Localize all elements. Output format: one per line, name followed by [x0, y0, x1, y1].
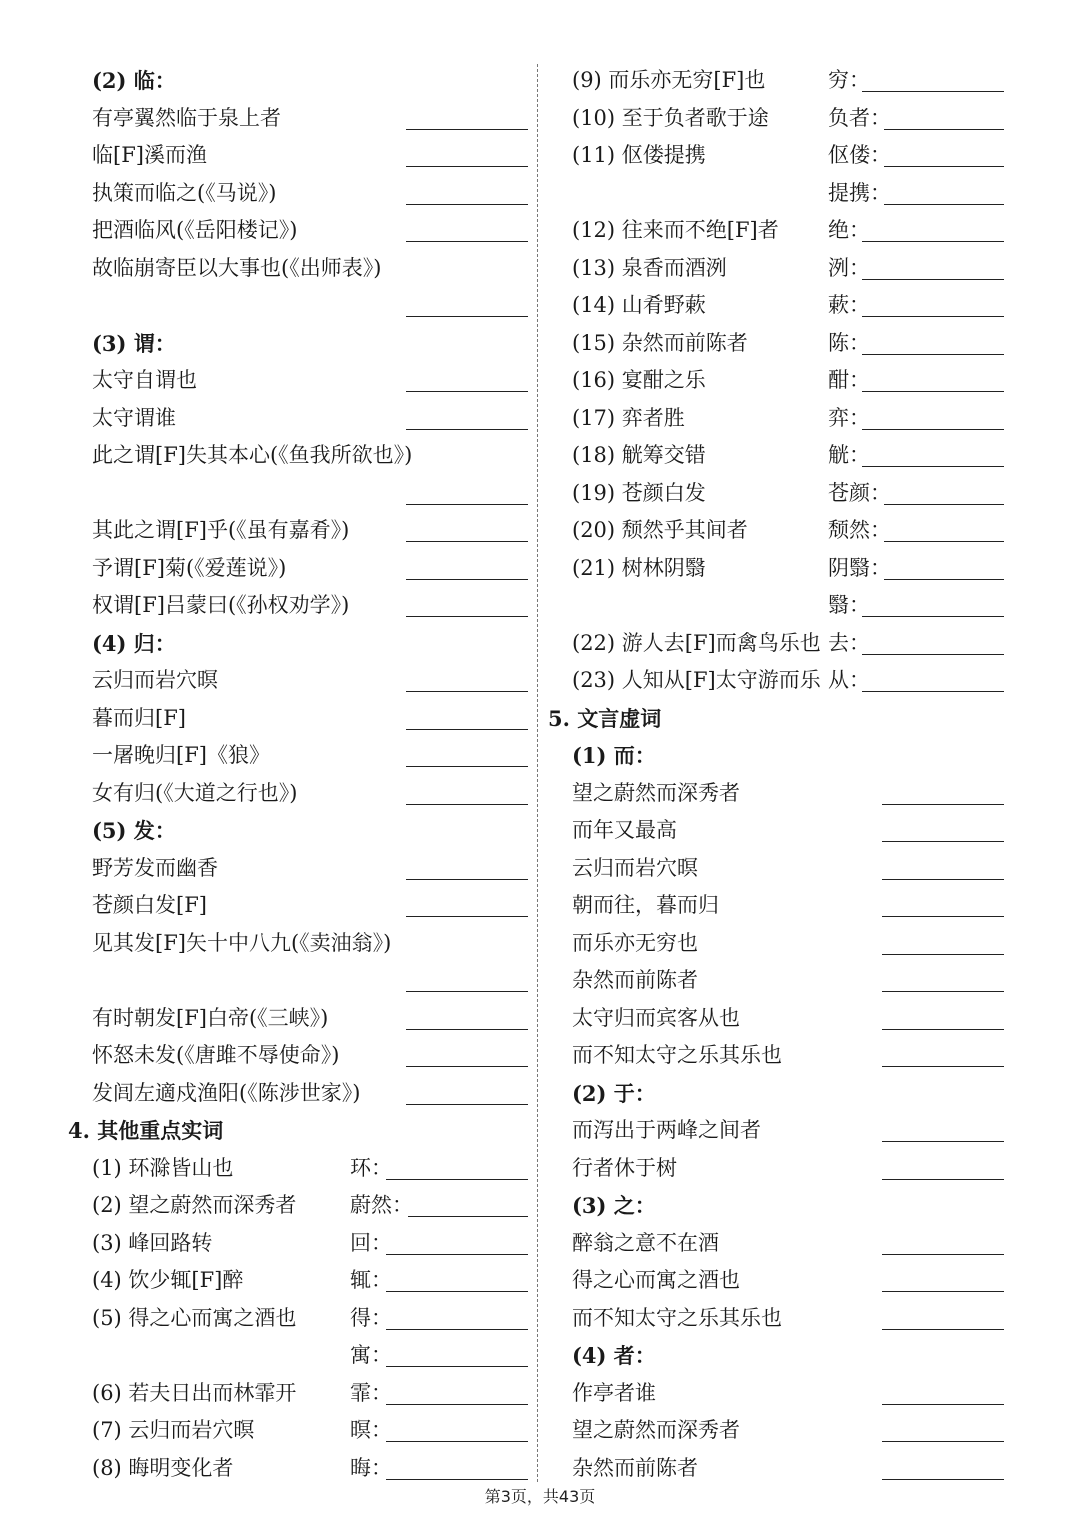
answer-blank[interactable]: [882, 1066, 1004, 1067]
answer-blank[interactable]: [862, 316, 1004, 317]
answer-blank[interactable]: [862, 279, 1004, 280]
item-text: 把酒临风(《岳阳楼记》): [92, 218, 298, 242]
exercise-item: [68, 550, 528, 588]
answer-label: 蔚然：: [350, 1193, 413, 1217]
exercise-item: [68, 250, 528, 288]
answer-blank[interactable]: [882, 954, 1004, 955]
answer-blank[interactable]: [406, 429, 528, 430]
word-heading: [548, 1337, 1004, 1375]
item-text: (19) 苍颜白发: [572, 480, 706, 505]
item-text: 故临崩寄臣以大事也(《出师表》): [92, 255, 382, 280]
exercise-item: [68, 1337, 528, 1375]
answer-blank[interactable]: [884, 579, 1004, 580]
exercise-item: [68, 1225, 528, 1263]
answer-blank[interactable]: [882, 916, 1004, 917]
item-text: 执策而临之(《马说》): [92, 180, 277, 205]
answer-blank[interactable]: [386, 1441, 528, 1442]
item-text: (3) 谓：: [92, 330, 176, 356]
item-text: (22) 游人去[F]而禽鸟乐也: [572, 630, 821, 655]
answer-blank[interactable]: [406, 691, 528, 692]
answer-blank[interactable]: [884, 204, 1004, 205]
item-text: (5) 发：: [92, 818, 176, 843]
answer-blank[interactable]: [408, 1216, 528, 1217]
word-heading: [548, 1075, 1004, 1113]
item-text: 权谓[F]吕蒙曰(《孙权劝学》): [92, 593, 350, 617]
exercise-item: [548, 662, 1004, 700]
answer-label: 洌：: [828, 255, 870, 280]
item-text: (3) 之：: [572, 1193, 656, 1218]
answer-blank[interactable]: [884, 166, 1004, 167]
answer-blank[interactable]: [406, 1104, 528, 1105]
exercise-item: [68, 587, 528, 625]
item-text: (21) 树林阴翳: [572, 555, 706, 580]
item-text: (2) 临：: [92, 68, 176, 93]
answer-blank[interactable]: [406, 391, 528, 392]
answer-blank[interactable]: [862, 429, 1004, 430]
item-text: (8) 晦明变化者: [92, 1455, 234, 1480]
item-text: 杂然而前陈者: [572, 1455, 698, 1480]
answer-label: 暝：: [350, 1418, 392, 1442]
answer-label: 绝：: [828, 218, 870, 242]
section-heading: [68, 1112, 528, 1150]
exercise-item: [548, 287, 1004, 325]
exercise-item: [68, 1187, 528, 1225]
exercise-item: [548, 437, 1004, 475]
answer-blank[interactable]: [862, 241, 1004, 242]
item-text: 予谓[F]菊(《爱莲说》): [92, 555, 287, 580]
answer-blank[interactable]: [862, 391, 1004, 392]
item-text: (4) 归：: [92, 630, 176, 656]
item-text: 临[F]溪而渔: [92, 143, 207, 167]
item-text: (7) 云归而岩穴暝: [92, 1418, 255, 1442]
item-text: 朝而往，暮而归: [572, 893, 719, 917]
exercise-item: [68, 1300, 528, 1338]
exercise-item: [548, 775, 1004, 813]
exercise-item: [68, 100, 528, 138]
answer-label: 去：: [828, 630, 870, 655]
answer-label: 陈：: [828, 330, 870, 355]
item-text: 野芳发而幽香: [92, 855, 218, 880]
item-text: 有时朝发[F]白帝(《三峡》): [92, 1005, 329, 1030]
answer-blank[interactable]: [406, 504, 528, 505]
exercise-item: [68, 1075, 528, 1113]
exercise-item: [68, 925, 528, 963]
answer-blank[interactable]: [406, 879, 528, 880]
exercise-item: [548, 175, 1004, 213]
word-heading: [68, 625, 528, 663]
item-text: 发闾左適戍渔阳(《陈涉世家》): [92, 1080, 361, 1105]
answer-blank[interactable]: [406, 804, 528, 805]
item-text: (4) 者：: [572, 1343, 656, 1368]
item-text: 望之蔚然而深秀者: [572, 1418, 740, 1442]
answer-blank[interactable]: [386, 1329, 528, 1330]
answer-label: 回：: [350, 1230, 392, 1255]
answer-blank[interactable]: [406, 991, 528, 992]
item-text: 望之蔚然而深秀者: [572, 780, 740, 805]
answer-blank[interactable]: [862, 91, 1004, 92]
answer-label: 从：: [828, 668, 870, 692]
answer-blank[interactable]: [862, 466, 1004, 467]
exercise-item: [548, 212, 1004, 250]
item-text: (4) 饮少辄[F]醉: [92, 1268, 244, 1292]
exercise-item: [548, 550, 1004, 588]
item-text: (20) 颓然乎其间者: [572, 518, 748, 542]
answer-label: 霏：: [350, 1380, 392, 1405]
exercise-item: [548, 925, 1004, 963]
answer-label: 阴翳：: [828, 555, 891, 580]
item-text: 太守谓谁: [92, 405, 176, 430]
exercise-item: [548, 625, 1004, 663]
exercise-item: [68, 1000, 528, 1038]
exercise-item: [548, 137, 1004, 175]
exercise-item: [68, 1262, 528, 1300]
item-text: (5) 得之心而寓之酒也: [92, 1305, 297, 1330]
answer-blank[interactable]: [406, 316, 528, 317]
answer-label: 得：: [350, 1305, 392, 1330]
exercise-item: [68, 850, 528, 888]
item-text: 云归而岩穴暝: [572, 855, 698, 880]
answer-blank[interactable]: [882, 1441, 1004, 1442]
answer-blank[interactable]: [406, 541, 528, 542]
answer-blank[interactable]: [406, 766, 528, 767]
item-text: (15) 杂然而前陈者: [572, 330, 748, 355]
answer-label: 伛偻：: [828, 143, 891, 167]
exercise-item: [548, 1112, 1004, 1150]
answer-blank[interactable]: [406, 129, 528, 130]
answer-blank[interactable]: [386, 1366, 528, 1367]
item-text: 有亭翼然临于泉上者: [92, 105, 281, 130]
word-heading: [68, 812, 528, 850]
word-heading: [548, 737, 1004, 775]
exercise-item: [68, 212, 528, 250]
answer-blank[interactable]: [862, 616, 1004, 617]
left-column: [68, 62, 528, 1487]
exercise-item: [68, 1450, 528, 1488]
word-heading: [548, 1187, 1004, 1225]
item-text: 而不知太守之乐其乐也: [572, 1043, 782, 1067]
exercise-item: [548, 587, 1004, 625]
item-text: 杂然而前陈者: [572, 968, 698, 992]
answer-blank[interactable]: [406, 204, 528, 205]
item-text: 此之谓[F]失其本心(《鱼我所欲也》): [92, 443, 413, 467]
answer-blank[interactable]: [406, 616, 528, 617]
answer-label: 晦：: [350, 1455, 392, 1480]
exercise-item: [548, 1412, 1004, 1450]
item-text: (1) 环滁皆山也: [92, 1155, 234, 1180]
answer-blank[interactable]: [882, 1179, 1004, 1180]
item-text: (1) 而：: [572, 743, 656, 768]
item-text: (16) 宴酣之乐: [572, 368, 706, 392]
exercise-item: [548, 512, 1004, 550]
answer-blank[interactable]: [862, 654, 1004, 655]
item-text: 而不知太守之乐其乐也: [572, 1305, 782, 1330]
item-text: 而乐亦无穷也: [572, 930, 698, 955]
answer-blank[interactable]: [882, 1329, 1004, 1330]
exercise-item: [548, 475, 1004, 513]
column-divider: [537, 64, 538, 1482]
exercise-item: [548, 325, 1004, 363]
answer-blank[interactable]: [406, 166, 528, 167]
exercise-item: [548, 850, 1004, 888]
item-text: (11) 伛偻提携: [572, 143, 706, 167]
answer-blank[interactable]: [882, 1029, 1004, 1030]
item-text: 云归而岩穴暝: [92, 668, 218, 692]
item-text: 女有归(《大道之行也》): [92, 780, 298, 805]
exercise-item: [548, 362, 1004, 400]
answer-blank[interactable]: [884, 504, 1004, 505]
exercise-item: [548, 1300, 1004, 1338]
exercise-item: [548, 812, 1004, 850]
exercise-item: [548, 1262, 1004, 1300]
exercise-item: [548, 1375, 1004, 1413]
answer-blank[interactable]: [386, 1291, 528, 1292]
exercise-item: [548, 400, 1004, 438]
item-text: 其此之谓[F]乎(《虽有嘉肴》): [92, 518, 350, 542]
item-text: 而年又最高: [572, 818, 677, 842]
item-text: 怀怒未发(《唐雎不辱使命》): [92, 1043, 340, 1067]
answer-label: 辄：: [350, 1268, 392, 1292]
exercise-item: [548, 962, 1004, 1000]
exercise-item: [548, 250, 1004, 288]
exercise-item: [68, 362, 528, 400]
exercise-item: [68, 1150, 528, 1188]
answer-label: 提携：: [828, 180, 891, 205]
answer-blank[interactable]: [884, 541, 1004, 542]
answer-blank[interactable]: [406, 916, 528, 917]
item-text: (3) 峰回路转: [92, 1230, 213, 1255]
item-text: (2) 于：: [572, 1080, 656, 1106]
item-text: 暮而归[F]: [92, 705, 186, 730]
answer-blank[interactable]: [882, 804, 1004, 805]
exercise-item: [548, 1150, 1004, 1188]
page-footer: 第3页，共43页: [484, 1487, 596, 1506]
item-text: 醉翁之意不在酒: [572, 1230, 719, 1255]
item-text: (23) 人知从[F]太守游而乐: [572, 668, 821, 692]
item-text: (2) 望之蔚然而深秀者: [92, 1193, 297, 1217]
word-heading: [68, 62, 528, 100]
exercise-item: [548, 887, 1004, 925]
item-text: (13) 泉香而酒洌: [572, 255, 727, 280]
answer-label: 负者：: [828, 105, 891, 130]
answer-blank[interactable]: [882, 1404, 1004, 1405]
exercise-item: [68, 962, 528, 1000]
item-text: (12) 往来而不绝[F]者: [572, 218, 779, 242]
exercise-item: [68, 662, 528, 700]
exercise-item: [68, 887, 528, 925]
exercise-item: [548, 1225, 1004, 1263]
right-column: [548, 62, 1004, 1487]
answer-blank[interactable]: [406, 1029, 528, 1030]
exercise-item: [68, 287, 528, 325]
answer-blank[interactable]: [882, 1291, 1004, 1292]
item-text: 见其发[F]矢十中八九(《卖油翁》): [92, 930, 392, 955]
answer-label: 苍颜：: [828, 480, 891, 505]
answer-blank[interactable]: [386, 1254, 528, 1255]
item-text: 作亭者谁: [572, 1380, 656, 1405]
answer-label: 颓然：: [828, 518, 891, 542]
answer-blank[interactable]: [406, 241, 528, 242]
exercise-item: [548, 1450, 1004, 1488]
exercise-item: [68, 1375, 528, 1413]
item-text: (6) 若夫日出而林霏开: [92, 1380, 297, 1405]
answer-blank[interactable]: [882, 879, 1004, 880]
answer-blank[interactable]: [882, 1254, 1004, 1255]
item-text: (10) 至于负者歌于途: [572, 105, 769, 130]
exercise-item: [68, 475, 528, 513]
item-text: 行者休于树: [572, 1155, 677, 1180]
answer-label: 觥：: [828, 443, 870, 467]
item-text: 4. 其他重点实词: [68, 1118, 224, 1143]
item-text: 太守归而宾客从也: [572, 1005, 740, 1030]
exercise-item: [68, 775, 528, 813]
exercise-item: [68, 1412, 528, 1450]
answer-blank[interactable]: [862, 354, 1004, 355]
exercise-item: [68, 437, 528, 475]
answer-label: 酣：: [828, 368, 870, 392]
exercise-item: [548, 1037, 1004, 1075]
item-text: 而泻出于两峰之间者: [572, 1118, 761, 1142]
answer-blank[interactable]: [862, 691, 1004, 692]
answer-blank[interactable]: [406, 1066, 528, 1067]
answer-blank[interactable]: [882, 841, 1004, 842]
exercise-item: [548, 1000, 1004, 1038]
exercise-item: [548, 100, 1004, 138]
item-text: 苍颜白发[F]: [92, 893, 207, 917]
answer-blank[interactable]: [406, 579, 528, 580]
item-text: (17) 弈者胜: [572, 405, 685, 430]
answer-blank[interactable]: [386, 1479, 528, 1480]
answer-label: 蔌：: [828, 293, 870, 317]
item-text: (14) 山肴野蔌: [572, 293, 706, 317]
answer-blank[interactable]: [882, 1141, 1004, 1142]
exercise-item: [68, 737, 528, 775]
answer-blank[interactable]: [386, 1179, 528, 1180]
exercise-item: [68, 700, 528, 738]
word-heading: [68, 325, 528, 363]
item-text: 一屠晚归[F]《狼》: [92, 743, 270, 767]
exercise-item: [68, 400, 528, 438]
answer-label: 弈：: [828, 405, 870, 430]
answer-blank[interactable]: [386, 1404, 528, 1405]
exercise-item: [68, 512, 528, 550]
answer-blank[interactable]: [884, 129, 1004, 130]
exercise-item: [68, 1037, 528, 1075]
answer-blank[interactable]: [882, 991, 1004, 992]
exercise-item: [548, 62, 1004, 100]
answer-label: 翳：: [828, 593, 870, 617]
section-heading: [548, 700, 1004, 738]
answer-blank[interactable]: [882, 1479, 1004, 1480]
answer-label: 环：: [350, 1155, 392, 1180]
item-text: (9) 而乐亦无穷[F]也: [572, 68, 766, 92]
item-text: 5. 文言虚词: [548, 705, 662, 731]
item-text: 太守自谓也: [92, 368, 197, 392]
item-text: (18) 觥筹交错: [572, 443, 706, 467]
exercise-item: [68, 137, 528, 175]
answer-blank[interactable]: [406, 729, 528, 730]
item-text: 得之心而寓之酒也: [572, 1268, 740, 1292]
answer-label: 穷：: [828, 68, 870, 92]
exercise-item: [68, 175, 528, 213]
answer-label: 寓：: [350, 1343, 392, 1367]
